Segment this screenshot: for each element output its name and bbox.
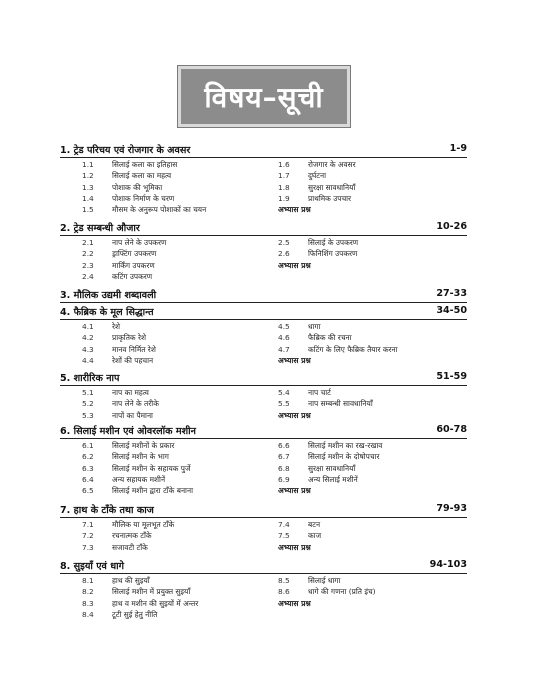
section-number: 7.4 bbox=[278, 520, 290, 529]
chapter-heading bbox=[60, 424, 467, 439]
practice-questions: अभ्यास प्रश्न bbox=[278, 598, 311, 608]
section-title: हाथ की सुइयाँ bbox=[112, 576, 150, 585]
chapter-heading bbox=[60, 305, 467, 320]
chapter-pages: 27-33 bbox=[436, 288, 467, 299]
toc-entry-left bbox=[82, 399, 159, 409]
chapter-heading bbox=[60, 221, 467, 236]
section-number: 7.5 bbox=[278, 531, 290, 541]
section-title: टूटी सुई हेतु नीति bbox=[112, 609, 158, 619]
section-title: मानव निर्मित रेशे bbox=[112, 344, 156, 354]
toc-entry-left bbox=[82, 171, 171, 181]
section-title: धागा bbox=[308, 322, 321, 331]
toc-entry-left bbox=[82, 333, 146, 343]
toc-entry-left bbox=[82, 531, 152, 541]
section-title: मौसम के अनुरूप पोशाकों का चयन bbox=[112, 205, 207, 215]
section-number: 8.4 bbox=[82, 609, 94, 619]
section-title: सजावटी टाँके bbox=[112, 542, 148, 552]
chapter-title: 3. मौलिक उद्यमी शब्दावली bbox=[60, 290, 157, 301]
chapter-pages: 51-59 bbox=[436, 371, 467, 382]
section-title: रोजगार के अवसर bbox=[308, 160, 356, 169]
practice-questions: अभ्यास प्रश्न bbox=[278, 486, 311, 496]
toc-entry-left bbox=[82, 160, 177, 170]
chapter-5 bbox=[60, 371, 467, 420]
page-title: विषय–सूची bbox=[204, 80, 324, 114]
section-title: प्राथमिक उपचार bbox=[308, 193, 352, 203]
toc-entry-right bbox=[278, 411, 311, 421]
section-number: 1.8 bbox=[278, 182, 290, 192]
toc-entry-right bbox=[278, 249, 357, 259]
section-title: सिलाई कला का महत्व bbox=[112, 171, 172, 181]
chapter-title: 8. सुइयाँ एवं धागे bbox=[60, 561, 125, 572]
section-title: पोशाक की भूमिका bbox=[112, 182, 163, 192]
section-number: 2.2 bbox=[82, 249, 94, 259]
section-title: बटन bbox=[308, 520, 321, 529]
section-number: 7.3 bbox=[82, 542, 94, 552]
section-title: रेशे bbox=[112, 322, 121, 331]
section-title: दुर्घटना bbox=[308, 171, 327, 181]
toc-entry-right bbox=[278, 171, 326, 181]
section-title: फिनिशिंग उपकरण bbox=[308, 249, 358, 259]
toc-entry-right bbox=[278, 261, 311, 271]
section-number: 1.1 bbox=[82, 160, 94, 169]
chapter-6 bbox=[60, 424, 467, 496]
section-number: 8.3 bbox=[82, 598, 94, 608]
section-number: 1.7 bbox=[278, 171, 290, 181]
section-number: 5.2 bbox=[82, 399, 94, 409]
section-title: सुरक्षा सावधानियाँ bbox=[308, 182, 356, 192]
section-number: 4.7 bbox=[278, 344, 290, 354]
section-number: 4.5 bbox=[278, 322, 290, 331]
chapter-pages: 34-50 bbox=[436, 305, 467, 316]
section-number: 6.5 bbox=[82, 486, 94, 496]
section-number: 5.3 bbox=[82, 410, 94, 420]
chapter-heading bbox=[60, 559, 467, 574]
toc-entry-left bbox=[82, 441, 174, 451]
chapter-pages: 94-103 bbox=[429, 559, 467, 570]
section-title: अन्य सिलाई मशीनें bbox=[308, 474, 358, 484]
toc-entry-right bbox=[278, 599, 311, 609]
section-number: 6.2 bbox=[82, 452, 94, 462]
section-title: रचनात्मक टाँके bbox=[112, 531, 152, 541]
section-title: सिलाई मशीन के सहायक पुर्जे bbox=[112, 463, 191, 473]
section-number: 4.1 bbox=[82, 322, 94, 331]
section-title: मार्किंग उपकरण bbox=[112, 260, 155, 270]
toc-entry-right bbox=[278, 464, 355, 474]
toc-entry-right bbox=[278, 475, 358, 485]
section-title: फैब्रिक की रचना bbox=[308, 333, 352, 343]
toc-entry-right bbox=[278, 194, 351, 204]
section-number: 5.5 bbox=[278, 399, 290, 409]
section-title: सिलाई धागा bbox=[308, 576, 341, 585]
section-title: रेशों की पहचान bbox=[112, 355, 154, 365]
section-number: 6.6 bbox=[278, 441, 290, 450]
section-title: सुरक्षा सावधानियाँ bbox=[308, 463, 356, 473]
toc-entry-left bbox=[82, 576, 150, 586]
toc-entry-left bbox=[82, 322, 120, 332]
section-title: नापों का पैमाना bbox=[112, 410, 153, 420]
toc-entry-left bbox=[82, 520, 174, 530]
toc-entry-right bbox=[278, 587, 376, 597]
toc-entry-left bbox=[82, 543, 148, 553]
chapter-7 bbox=[60, 503, 467, 552]
section-number: 1.3 bbox=[82, 182, 94, 192]
toc-entry-left bbox=[82, 261, 155, 271]
toc-entry-left bbox=[82, 194, 174, 204]
chapter-8 bbox=[60, 559, 467, 619]
chapter-pages: 79-93 bbox=[436, 503, 467, 514]
section-title: सिलाई मशीन का रख-रखाव bbox=[308, 441, 383, 450]
practice-questions: अभ्यास प्रश्न bbox=[278, 260, 311, 270]
toc-entry-left bbox=[82, 249, 156, 259]
section-number: 1.9 bbox=[278, 193, 290, 203]
toc-entry-left bbox=[82, 205, 206, 215]
section-title: काज bbox=[308, 531, 322, 541]
section-title: सिलाई मशीनों के प्रकार bbox=[112, 441, 175, 450]
section-number: 8.6 bbox=[278, 587, 290, 597]
section-number: 2.4 bbox=[82, 271, 94, 281]
section-number: 1.2 bbox=[82, 171, 94, 181]
section-number: 6.1 bbox=[82, 441, 94, 450]
chapter-pages: 60-78 bbox=[436, 424, 467, 435]
section-title: मौलिक या मूलभूत टाँके bbox=[112, 520, 175, 529]
section-number: 6.3 bbox=[82, 463, 94, 473]
section-number: 6.9 bbox=[278, 474, 290, 484]
section-number: 8.2 bbox=[82, 587, 94, 597]
toc-entry-right bbox=[278, 356, 311, 366]
toc-entry-left bbox=[82, 587, 190, 597]
chapter-pages: 1-9 bbox=[449, 143, 467, 154]
chapter-heading bbox=[60, 371, 467, 386]
section-number: 4.3 bbox=[82, 344, 94, 354]
section-title: नाप का महत्व bbox=[112, 388, 149, 397]
chapter-title: 7. हाथ के टाँके तथा काज bbox=[60, 505, 154, 516]
section-title: प्राकृतिक रेशे bbox=[112, 333, 146, 343]
section-number: 6.8 bbox=[278, 463, 290, 473]
toc-entry-right bbox=[278, 399, 373, 409]
section-title: अन्य सहायक मशीनें bbox=[112, 474, 166, 484]
toc-entry-right bbox=[278, 486, 311, 496]
toc-entry-right bbox=[278, 238, 358, 248]
section-title: धागे की गणना (प्रति इंच) bbox=[308, 587, 376, 597]
section-number: 4.4 bbox=[82, 355, 94, 365]
toc-entry-left bbox=[82, 238, 166, 248]
section-number: 2.5 bbox=[278, 238, 290, 247]
toc-entry-right bbox=[278, 531, 321, 541]
chapter-heading bbox=[60, 143, 467, 158]
toc-entry-left bbox=[82, 452, 169, 462]
section-title: नाप लेने के तरीके bbox=[112, 399, 159, 409]
page-title-banner bbox=[178, 66, 350, 127]
section-number: 5.1 bbox=[82, 388, 94, 397]
section-number: 2.1 bbox=[82, 238, 94, 247]
toc-entry-right bbox=[278, 441, 382, 451]
practice-questions: अभ्यास प्रश्न bbox=[278, 542, 311, 552]
section-title: सिलाई कला का इतिहास bbox=[112, 160, 178, 169]
section-title: नाप लेने के उपकरण bbox=[112, 238, 167, 247]
toc-entry-left bbox=[82, 599, 198, 609]
section-number: 6.7 bbox=[278, 452, 290, 462]
section-number: 1.6 bbox=[278, 160, 290, 169]
practice-questions: अभ्यास प्रश्न bbox=[278, 205, 311, 215]
chapter-2 bbox=[60, 221, 467, 281]
toc-entry-left bbox=[82, 356, 153, 366]
section-number: 8.5 bbox=[278, 576, 290, 585]
section-number: 1.4 bbox=[82, 193, 94, 203]
toc-entry-right bbox=[278, 388, 331, 398]
section-number: 1.5 bbox=[82, 205, 94, 215]
chapter-title: 1. ट्रेड परिचय एवं रोजगार के अवसर bbox=[60, 145, 191, 156]
chapter-pages: 10-26 bbox=[436, 221, 467, 232]
section-title: सिलाई मशीन द्वारा टॉंके बनाना bbox=[112, 486, 193, 496]
section-title: हाथ व मशीन की सुइयों में अन्तर bbox=[112, 598, 199, 608]
toc-entry-left bbox=[82, 486, 193, 496]
toc-entry-left bbox=[82, 464, 190, 474]
toc-entry-left bbox=[82, 183, 162, 193]
toc-entry-left bbox=[82, 272, 152, 282]
section-title: कटिंग उपकरण bbox=[112, 271, 153, 281]
chapter-title: 5. शारीरिक नाप bbox=[60, 373, 120, 384]
practice-questions: अभ्यास प्रश्न bbox=[278, 410, 311, 420]
toc-entry-left bbox=[82, 388, 149, 398]
toc-entry-right bbox=[278, 333, 352, 343]
section-number: 2.6 bbox=[278, 249, 290, 259]
section-title: नाप चार्ट bbox=[308, 388, 331, 397]
toc-entry-left bbox=[82, 475, 165, 485]
practice-questions: अभ्यास प्रश्न bbox=[278, 355, 311, 365]
section-number: 4.2 bbox=[82, 333, 94, 343]
section-title: सिलाई के उपकरण bbox=[308, 238, 359, 247]
section-number: 2.3 bbox=[82, 260, 94, 270]
chapter-heading bbox=[60, 288, 467, 303]
toc-entry-right bbox=[278, 345, 398, 355]
section-number: 4.6 bbox=[278, 333, 290, 343]
chapter-4 bbox=[60, 305, 467, 365]
chapter-title: 2. ट्रेड सम्बन्धी औजार bbox=[60, 223, 140, 234]
toc-entry-left bbox=[82, 411, 153, 421]
chapter-3 bbox=[60, 288, 467, 303]
toc-entry-right bbox=[278, 160, 356, 170]
section-title: सिलाई मशीन के भाग bbox=[112, 452, 169, 462]
section-number: 6.4 bbox=[82, 474, 94, 484]
toc-entry-right bbox=[278, 322, 321, 332]
toc-entry-left bbox=[82, 345, 156, 355]
section-title: कटिंग के लिए फैब्रिक तैयार करना bbox=[308, 344, 398, 354]
section-title: ड्राफ्टिंग उपकरण bbox=[112, 249, 157, 259]
section-number: 7.2 bbox=[82, 531, 94, 541]
section-number: 5.4 bbox=[278, 388, 290, 397]
section-title: नाप सम्बन्धी सावधानियाँ bbox=[308, 399, 373, 409]
toc-entry-right bbox=[278, 576, 340, 586]
chapter-title: 6. सिलाई मशीन एवं ओवरलॉक मशीन bbox=[60, 426, 196, 437]
chapter-heading bbox=[60, 503, 467, 518]
section-number: 8.1 bbox=[82, 576, 94, 585]
section-title: सिलाई मशीन में प्रयुक्त सुइयाँ bbox=[112, 587, 191, 597]
chapter-title: 4. फैब्रिक के मूल सिद्धान्त bbox=[60, 307, 154, 318]
toc-entry-left bbox=[82, 610, 157, 620]
toc-entry-right bbox=[278, 205, 311, 215]
section-title: पोशाक निर्माण के चरण bbox=[112, 193, 175, 203]
chapter-1 bbox=[60, 143, 467, 215]
toc-entry-right bbox=[278, 520, 320, 530]
toc-entry-right bbox=[278, 452, 380, 462]
toc-entry-right bbox=[278, 183, 355, 193]
section-number: 7.1 bbox=[82, 520, 94, 529]
toc-entry-right bbox=[278, 543, 311, 553]
section-title: सिलाई मशीन के दोषोपचार bbox=[308, 452, 380, 462]
